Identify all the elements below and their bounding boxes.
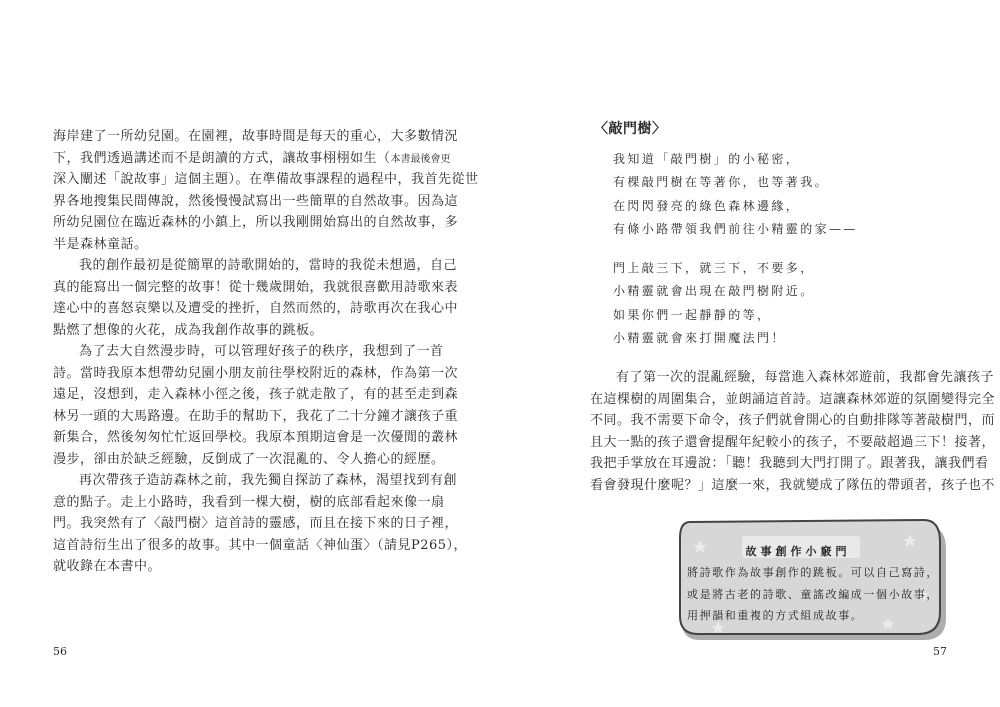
text-line: 下，我們透過講述而不是朗讀的方式，讓故事栩栩如生（本書最後會更 xyxy=(53,150,451,166)
text-line: 不同。我不需要下命令，孩子們就會開心的自動排隊等著敲樹門，而 xyxy=(590,413,996,428)
text-line: 半是森林童話。 xyxy=(53,236,148,252)
text-line: 我把手掌放在耳邊說：「聽！我聽到大門打開了。跟著我，讓我們看 xyxy=(590,456,989,471)
poem-line: 有棵敲門樹在等著你，也等著我。 xyxy=(613,175,830,190)
text-line: 再次帶孩子造訪森林之前，我先獨自探訪了森林，渴望找到有創 xyxy=(79,473,458,488)
text-line: 就收錄在本書中。 xyxy=(53,559,162,574)
tip-line: 將詩歌作為故事創作的跳板。可以自己寫詩， xyxy=(687,566,939,579)
right-page xyxy=(500,0,1000,707)
text-line: 真的能寫出一個完整的故事！從十幾歲開始，我就很喜歡用詩歌來表 xyxy=(53,279,459,295)
paragraph-right xyxy=(590,367,996,496)
text-line: 海岸建了一所幼兒園。在園裡，故事時間是每天的重心，大多數情況 xyxy=(53,129,459,144)
poem-line: 我知道「敲門樹」的小秘密， xyxy=(613,152,801,166)
text-line: 達心中的喜怒哀樂以及遭受的挫折，自然而然的，詩歌再次在我心中 xyxy=(53,301,459,316)
tip-box-title: 故事創作小竅門 xyxy=(745,545,851,558)
text-line: 門。我突然有了〈敲門樹〉這首詩的靈感，而且在接下來的日子裡， xyxy=(53,516,459,531)
poem-line: 小精靈就會來打開魔法門！ xyxy=(613,330,786,345)
text-line: 新集合，然後匆匆忙忙返回學校。我原本預期這會是一次優閒的叢林 xyxy=(53,430,459,445)
text-line: 詩。當時我原本想帶幼兒園小朋友前往學校附近的森林，作為第一次 xyxy=(53,365,459,381)
paragraph-4 xyxy=(53,470,468,578)
inline-note: 本書最後會更 xyxy=(390,153,451,165)
tip-line: 或是將古老的詩歌、童謠改編成一個小故事， xyxy=(687,587,939,601)
poem-line: 有條小路帶領我們前往小精靈的家—— xyxy=(613,221,858,236)
poem-line: 門上敲三下，就三下，不要多， xyxy=(613,261,815,275)
page-number-left: 56 xyxy=(53,645,67,658)
text-line: 我的創作最初是從簡單的詩歌開始的，當時的我從未想過，自己 xyxy=(79,258,458,273)
tip-box-body xyxy=(687,562,939,627)
text-line: 林另一頭的大馬路邊。在助手的幫助下，我花了二十分鐘才讓孩子重 xyxy=(53,408,459,424)
tip-box xyxy=(678,514,948,646)
poem-title: 〈敲門樹〉 xyxy=(594,121,667,137)
poem-line: 小精靈就會出現在敲門樹附近。 xyxy=(613,284,815,299)
paragraph-3 xyxy=(53,341,459,470)
text-line: 所幼兒園位在臨近森林的小鎮上，所以我剛開始寫出的自然故事，多 xyxy=(53,215,459,230)
text-line: 在這棵樹的周圍集合，並朗誦這首詩。這讓森林郊遊的氛圍變得完全 xyxy=(590,391,996,407)
paragraph-2 xyxy=(53,255,459,341)
poem-stanza-2 xyxy=(613,257,815,350)
text-line: 且大一點的孩子還會提醒年紀較小的孩子，不要敲超過三下！接著， xyxy=(590,434,996,450)
text-line: 深入闡述「說故事」這個主題）。在準備故事課程的過程中，我首先從世 xyxy=(53,172,479,187)
poem-stanza-1 xyxy=(613,148,858,241)
text-line: 這首詩衍生出了很多的故事。其中一個童話〈神仙蛋〉（請見P265）， xyxy=(53,537,468,553)
page-number-right: 57 xyxy=(933,645,947,658)
text-line: 遠足，沒想到，走入森林小徑之後，孩子就走散了，有的甚至走到森 xyxy=(53,387,459,402)
poem-line: 在閃閃發亮的綠色森林邊緣， xyxy=(613,198,801,213)
text-line: 有了第一次的混亂經驗，每當進入森林郊遊前，我都會先讓孩子 xyxy=(616,370,995,385)
text-line: 漫步，卻由於缺乏經驗，反倒成了一次混亂的、令人擔心的經歷。 xyxy=(53,451,445,467)
paragraph-1 xyxy=(53,126,479,255)
tip-line: 用押韻和重複的方式組成故事。 xyxy=(687,609,864,622)
text-line: 界各地搜集民間傳說，然後慢慢試寫出一些簡單的自然故事。因為這 xyxy=(53,193,459,209)
text-line: 為了去大自然漫步時，可以管理好孩子的秩序，我想到了一首 xyxy=(79,344,444,359)
poem-line: 如果你們一起靜靜的等， xyxy=(613,307,772,322)
text-line: 看會發現什麼呢？」這麼一來，我就變成了隊伍的帶頭者，孩子也不 xyxy=(590,477,996,493)
text-line: 意的點子。走上小路時，我看到一棵大樹，樹的底部看起來像一扇 xyxy=(53,494,445,510)
text-line: 點燃了想像的火花，成為我創作故事的跳板。 xyxy=(53,322,324,338)
